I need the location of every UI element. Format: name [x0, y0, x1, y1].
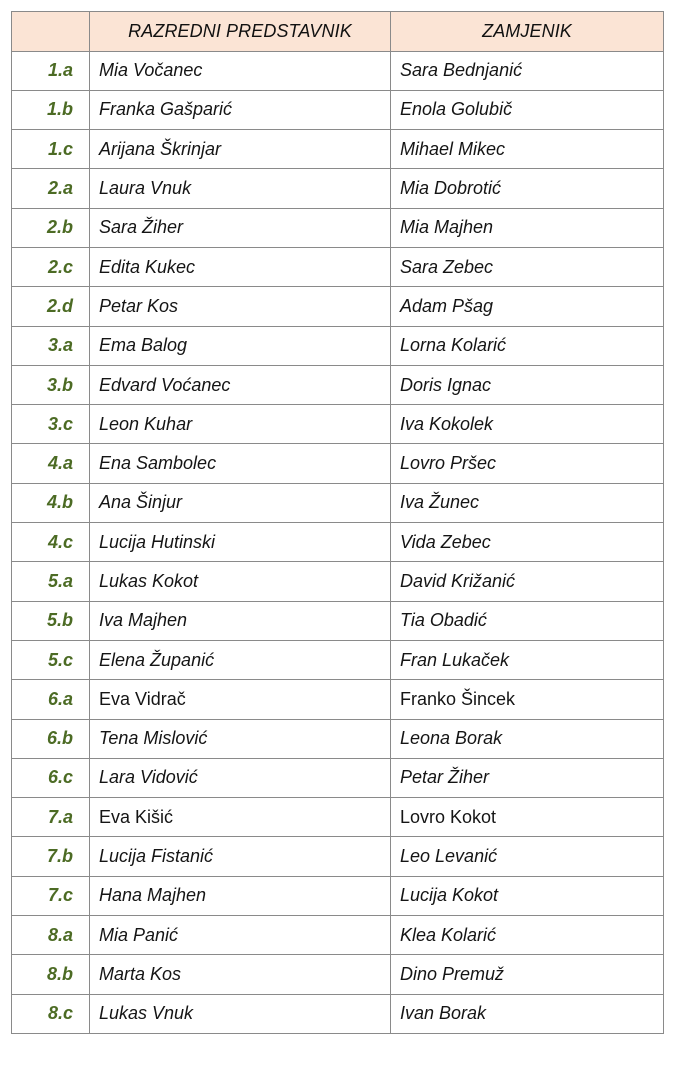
table-row [12, 247, 664, 286]
class-label: 5.c [12, 640, 90, 679]
table-row [12, 562, 664, 601]
table-row [12, 405, 664, 444]
table-body [12, 51, 664, 1033]
table-row [12, 916, 664, 955]
class-label: 4.b [12, 483, 90, 522]
deputy-name: Lorna Kolarić [391, 326, 664, 365]
deputy-name: Mihael Mikec [391, 130, 664, 169]
class-label: 4.a [12, 444, 90, 483]
class-label: 2.c [12, 247, 90, 286]
representative-name: Laura Vnuk [90, 169, 391, 208]
table-row [12, 719, 664, 758]
table-row [12, 326, 664, 365]
deputy-name: Lovro Kokot [391, 798, 664, 837]
class-label: 3.c [12, 405, 90, 444]
table-row [12, 483, 664, 522]
class-representatives-table [11, 11, 664, 1034]
table-row [12, 51, 664, 90]
deputy-name: Petar Žiher [391, 758, 664, 797]
table-row [12, 130, 664, 169]
representative-name: Sara Žiher [90, 208, 391, 247]
deputy-name: Doris Ignac [391, 365, 664, 404]
table-row [12, 287, 664, 326]
representative-name: Edvard Voćanec [90, 365, 391, 404]
representative-name: Tena Mislović [90, 719, 391, 758]
class-label: 2.b [12, 208, 90, 247]
class-label: 5.a [12, 562, 90, 601]
deputy-name: Sara Bednjanić [391, 51, 664, 90]
class-label: 7.a [12, 798, 90, 837]
deputy-name: Leona Borak [391, 719, 664, 758]
representative-name: Lucija Fistanić [90, 837, 391, 876]
class-label: 2.a [12, 169, 90, 208]
representative-name: Edita Kukec [90, 247, 391, 286]
representative-name: Lukas Vnuk [90, 994, 391, 1033]
deputy-name: Ivan Borak [391, 994, 664, 1033]
table-row [12, 798, 664, 837]
representative-name: Mia Vočanec [90, 51, 391, 90]
deputy-name: Adam Pšag [391, 287, 664, 326]
representative-name: Eva Kišić [90, 798, 391, 837]
deputy-name: Sara Zebec [391, 247, 664, 286]
representative-name: Lucija Hutinski [90, 523, 391, 562]
table-row [12, 955, 664, 994]
deputy-name: Leo Levanić [391, 837, 664, 876]
class-label: 8.c [12, 994, 90, 1033]
class-label: 1.c [12, 130, 90, 169]
class-label: 6.c [12, 758, 90, 797]
class-label: 8.b [12, 955, 90, 994]
table-row [12, 680, 664, 719]
class-label: 6.b [12, 719, 90, 758]
representative-name: Ana Šinjur [90, 483, 391, 522]
class-label: 2.d [12, 287, 90, 326]
representative-name: Leon Kuhar [90, 405, 391, 444]
representative-name: Elena Županić [90, 640, 391, 679]
class-label: 3.a [12, 326, 90, 365]
representative-name: Franka Gašparić [90, 90, 391, 129]
deputy-name: David Križanić [391, 562, 664, 601]
representative-name: Hana Majhen [90, 876, 391, 915]
table-header-row [12, 12, 664, 52]
deputy-name: Iva Žunec [391, 483, 664, 522]
class-label: 7.b [12, 837, 90, 876]
deputy-name: Lucija Kokot [391, 876, 664, 915]
representative-name: Iva Majhen [90, 601, 391, 640]
table-row [12, 365, 664, 404]
deputy-name: Mia Majhen [391, 208, 664, 247]
class-label: 5.b [12, 601, 90, 640]
table-row [12, 523, 664, 562]
deputy-name: Fran Lukaček [391, 640, 664, 679]
class-label: 8.a [12, 916, 90, 955]
deputy-name: Enola Golubič [391, 90, 664, 129]
representative-name: Ema Balog [90, 326, 391, 365]
deputy-name: Dino Premuž [391, 955, 664, 994]
representative-name: Lukas Kokot [90, 562, 391, 601]
deputy-name: Tia Obadić [391, 601, 664, 640]
deputy-name: Lovro Pršec [391, 444, 664, 483]
class-label: 1.a [12, 51, 90, 90]
deputy-name: Mia Dobrotić [391, 169, 664, 208]
representative-name: Eva Vidrač [90, 680, 391, 719]
class-label: 6.a [12, 680, 90, 719]
representative-name: Arijana Škrinjar [90, 130, 391, 169]
table-row [12, 640, 664, 679]
class-label: 7.c [12, 876, 90, 915]
table-row [12, 601, 664, 640]
representative-name: Ena Sambolec [90, 444, 391, 483]
table-row [12, 837, 664, 876]
representative-name: Petar Kos [90, 287, 391, 326]
representative-name: Lara Vidović [90, 758, 391, 797]
deputy-name: Vida Zebec [391, 523, 664, 562]
table-row [12, 994, 664, 1033]
deputy-name: Franko Šincek [391, 680, 664, 719]
table-row [12, 90, 664, 129]
header-class [12, 12, 90, 52]
table-row [12, 758, 664, 797]
table-row [12, 876, 664, 915]
table-row [12, 208, 664, 247]
deputy-name: Iva Kokolek [391, 405, 664, 444]
class-label: 1.b [12, 90, 90, 129]
deputy-name: Klea Kolarić [391, 916, 664, 955]
representative-name: Mia Panić [90, 916, 391, 955]
class-label: 3.b [12, 365, 90, 404]
header-representative: RAZREDNI PREDSTAVNIK [90, 12, 391, 52]
table-row [12, 169, 664, 208]
class-label: 4.c [12, 523, 90, 562]
representative-name: Marta Kos [90, 955, 391, 994]
header-deputy: ZAMJENIK [391, 12, 664, 52]
table-row [12, 444, 664, 483]
